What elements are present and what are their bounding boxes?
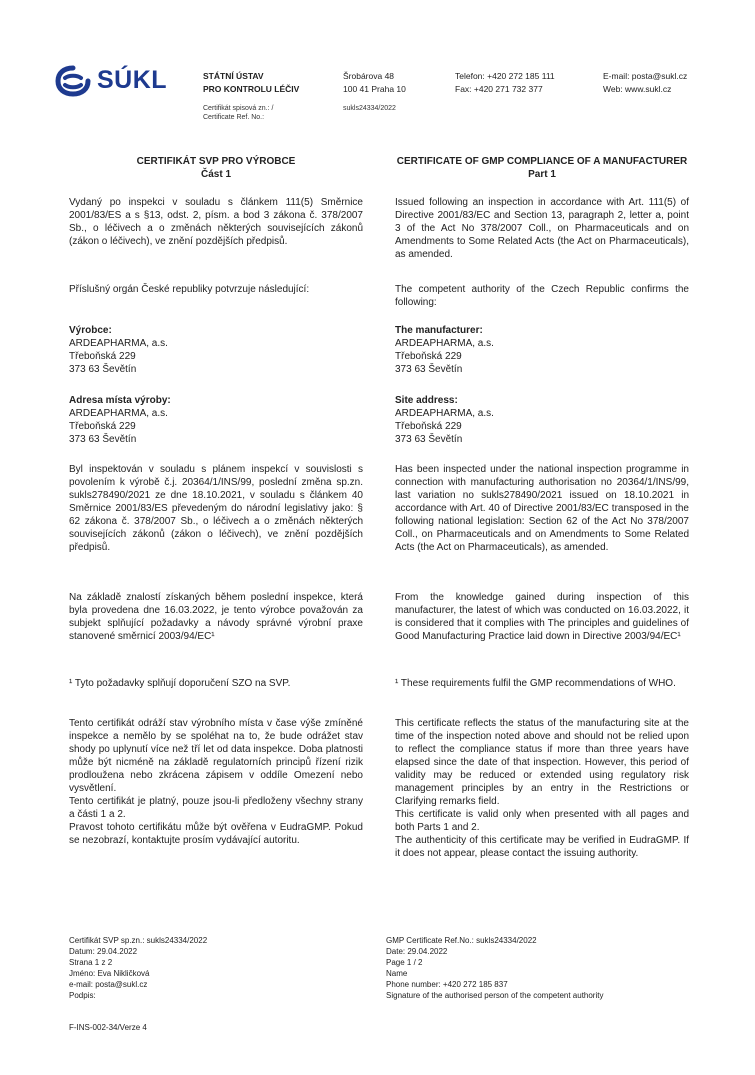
left-title2: Část 1	[200, 169, 231, 180]
footer-left-page: Strana 1 z 2	[69, 958, 113, 967]
right-p4: From the knowledge gained during inspection of this manufacturer, the latest of which was conducted on 16.03.2022, it is considered that it complies with The principles and guidelines of Good Manufacturing Practice laid down in Directive 2003/94/EC¹	[395, 592, 689, 642]
tel: Telefon: +420 272 185 111	[455, 71, 555, 81]
left-column	[69, 155, 363, 181]
right-manuf3: 373 63 Ševětín	[395, 364, 463, 375]
footer-right	[386, 935, 706, 1001]
right-manuf2: Třeboňská 229	[395, 351, 462, 362]
footer-right-ref: GMP Certificate Ref.No.: sukls24334/2022	[386, 936, 537, 945]
right-site	[395, 394, 689, 446]
right-p7: The authenticity of this certificate may be verified in EudraGMP. If it does not appear, please contact the issuing authority.	[395, 835, 689, 859]
right-site3: 373 63 Ševětín	[395, 434, 463, 445]
left-p3: Byl inspektován v souladu s plánem inspekcí v souvislosti s povolením k výrobě č.j. 20364/1/INS/99, poslední změna sp.zn. sukls278490/2021 ze dne 18.10.2021, v souladu s článkem 40 Směrnice 2001/83/ES převedeným do národní legislativy jako: § 62 zákona č. 378/2007 Sb., o léčivech a o změnách některých souvisejících zákonů (zákon o léčivech), ve znění pozdějších předpisů.	[69, 464, 363, 553]
org-line2: PRO KONTROLU LÉČIV	[203, 84, 300, 94]
right-site2: Třeboňská 229	[395, 421, 462, 432]
footer-left-ref: Certifikát SVP sp.zn.: sukls24334/2022	[69, 936, 208, 945]
email: E-mail: posta@sukl.cz	[603, 71, 688, 81]
ref-label	[203, 104, 333, 122]
ref-label-en: Certificate Ref. No.:	[203, 114, 265, 121]
addr-line2: 100 41 Praha 10	[343, 84, 406, 94]
form-code: F-INS-002-34/Verze 4	[69, 1023, 147, 1032]
left-p2: Příslušný orgán České republiky potvrzuje následující:	[69, 284, 310, 295]
left-title1: CERTIFIKÁT SVP PRO VÝROBCE	[136, 156, 296, 167]
logo-text: SÚKL	[97, 66, 168, 94]
right-manufacturer	[395, 324, 689, 376]
org-line1: STÁTNÍ ÚSTAV	[203, 71, 264, 81]
org-address	[343, 70, 443, 96]
footer-left-signature: Podpis:	[69, 991, 96, 1000]
footer-right-name: Name	[386, 969, 408, 978]
sukl-logo-icon	[55, 65, 91, 97]
org-name	[203, 70, 333, 96]
footer-right-page: Page 1 / 2	[386, 958, 423, 967]
left-manuf1: ARDEAPHARMA, a.s.	[69, 338, 168, 349]
left-footnote: ¹ Tyto požadavky splňují doporučení SZO na SVP.	[69, 678, 291, 689]
footer-right-date: Date: 29.04.2022	[386, 947, 448, 956]
left-validity	[69, 717, 363, 847]
left-p1: Vydaný po inspekci v souladu s článkem 111(5) Směrnice 2001/83/ES a s §13, odst. 2, písm. a bod 3 zákona č. 378/2007 Sb., o léčivech a o změnách některých souvisejících zákonů (zákon o léčivech), ve znění pozdějších předpisů.	[69, 197, 363, 247]
left-manuf3: 373 63 Ševětín	[69, 364, 137, 375]
left-site-label: Adresa místa výroby:	[69, 395, 171, 406]
left-p7: Pravost tohoto certifikátu může být ověřena v EudraGMP. Pokud se nezobrazí, kontaktujte prosím vydávající autoritu.	[69, 822, 363, 846]
right-p3: Has been inspected under the national inspection programme in connection with manufacturing authorisation no 20364/1/INS/99, last variation no sukls278490/2021 issued on 18.10.2021 in accordance with Art. 40 of Directive 2001/83/EC transposed in the following national legislation: Section 62 of the Act No 378/2007 Coll., on Pharmaceuticals and on Amendments to Some Related Acts (the Act on Pharmaceuticals), as amended.	[395, 464, 689, 553]
sukl-logo	[55, 64, 180, 98]
right-manuf-label: The manufacturer:	[395, 325, 483, 336]
footer-left	[69, 935, 359, 1001]
left-site2: Třeboňská 229	[69, 421, 136, 432]
right-site1: ARDEAPHARMA, a.s.	[395, 408, 494, 419]
ref-value: sukls24334/2022	[343, 105, 396, 112]
right-p2: The competent authority of the Czech Republic confirms the following:	[395, 284, 689, 308]
right-p1: Issued following an inspection in accordance with Art. 111(5) of Directive 2001/83/EC and Section 13, paragraph 2, letter a, point 3 of the Act No 378/2007 Coll., on Pharmaceuticals and on Amendments to Some Related Acts (the Act on Pharmaceuticals), as amended.	[395, 197, 689, 260]
web: Web: www.sukl.cz	[603, 84, 672, 94]
right-title2: Part 1	[528, 169, 556, 180]
left-manuf2: Třeboňská 229	[69, 351, 136, 362]
footer-right-signature: Signature of the authorised person of the competent authority	[386, 991, 604, 1000]
left-site3: 373 63 Ševětín	[69, 434, 137, 445]
right-site-label: Site address:	[395, 395, 458, 406]
left-site	[69, 394, 363, 446]
left-manufacturer	[69, 324, 363, 376]
footer-left-name: Jméno: Eva Nikličková	[69, 969, 150, 978]
ref-label-cz: Certifikát spisová zn.: /	[203, 105, 274, 112]
right-title1: CERTIFICATE OF GMP COMPLIANCE OF A MANUFACTURER	[396, 156, 688, 167]
left-p6: Tento certifikát je platný, pouze jsou-li předloženy všechny strany a části 1 a 2.	[69, 796, 363, 820]
right-column	[395, 155, 689, 181]
org-phone	[455, 70, 595, 96]
right-p5: This certificate reflects the status of the manufacturing site at the time of the inspection noted above and should not be relied upon to reflect the compliance status if more than three years have elapsed since the date of that inspection. However, this period of validity may be reduced or extended using regulatory risk management principles by an entry in the Restrictions or Clarifying remarks field.	[395, 718, 689, 807]
footer-right-phone: Phone number: +420 272 185 837	[386, 980, 508, 989]
fax: Fax: +420 271 732 377	[455, 84, 543, 94]
right-validity	[395, 717, 689, 860]
addr-line1: Šrobárova 48	[343, 71, 395, 81]
left-p5: Tento certifikát odráží stav výrobního místa v čase výše zmíněné inspekce a nemělo by se spoléhat na to, že bude odrážet stav shody po uplynutí více než tří let od data inspekce. Doba platnosti může být nicméně na základě regulatorních principů řízení rizik prodloužena nebo zkrácena zápisem v oddíle Omezení nebo vysvětlení.	[69, 718, 363, 794]
left-site1: ARDEAPHARMA, a.s.	[69, 408, 168, 419]
left-manuf-label: Výrobce:	[69, 325, 112, 336]
footer-left-date: Datum: 29.04.2022	[69, 947, 138, 956]
right-footnote: ¹ These requirements fulfil the GMP recommendations of WHO.	[395, 678, 676, 689]
left-p4: Na základě znalostí získaných během poslední inspekce, která byla provedena dne 16.03.2022, je tento výrobce považován za subjekt splňující požadavky a návody správné výrobní praxe stanovené směrnicí 2003/94/EC¹	[69, 592, 363, 642]
right-p6: This certificate is valid only when presented with all pages and both Parts 1 and 2.	[395, 809, 689, 833]
org-contact	[603, 70, 723, 96]
right-manuf1: ARDEAPHARMA, a.s.	[395, 338, 494, 349]
footer-left-email: e-mail: posta@sukl.cz	[69, 980, 148, 989]
